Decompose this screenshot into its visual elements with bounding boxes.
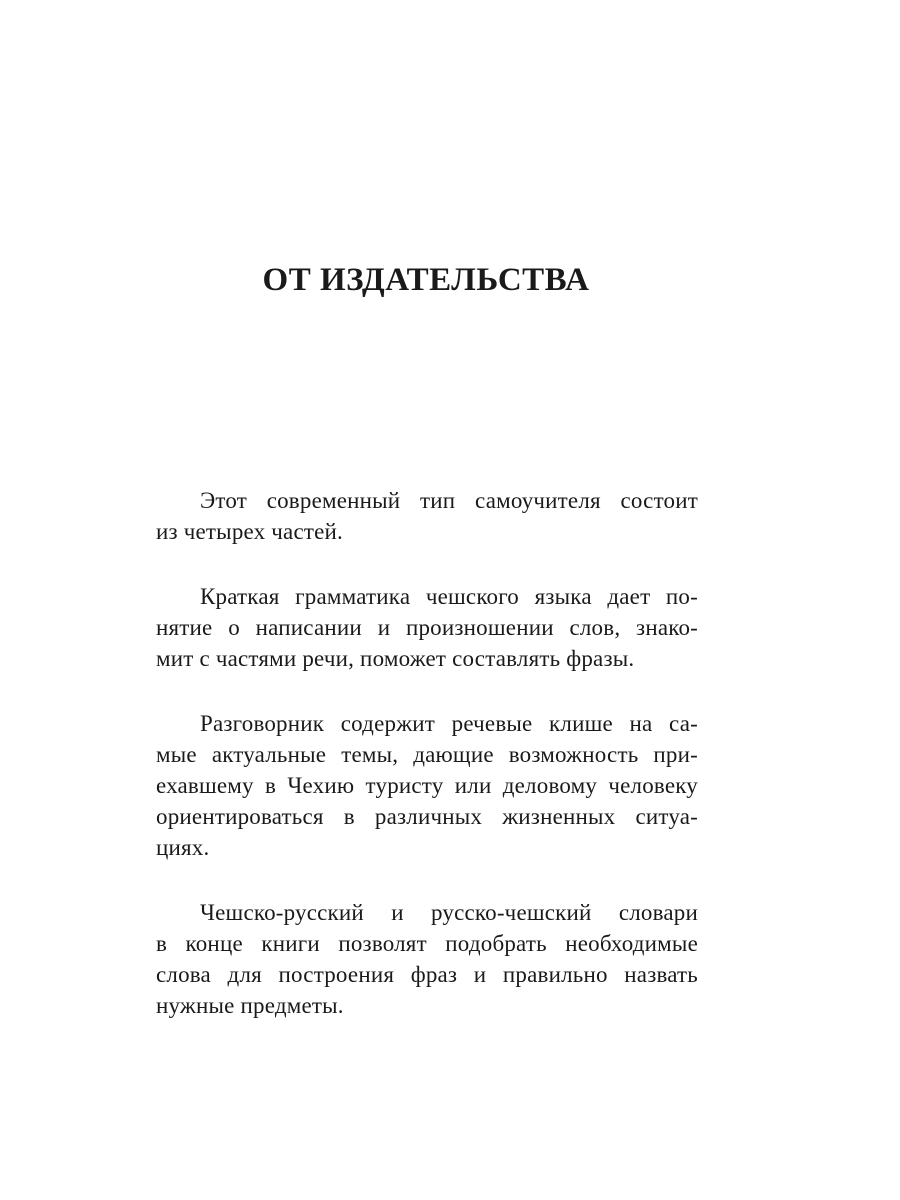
text-line: в конце книги позволят подобрать необходимые (156, 931, 698, 956)
text-line: Чешско-русский и русско-чешский словари (200, 900, 698, 925)
text-line: ориентироваться в различных жизненных ситуа- (156, 804, 698, 829)
text-line: нятие о написании и произношении слов, знако- (156, 615, 698, 640)
body-text (156, 485, 698, 1055)
text-line: Этот современный тип самоучителя состоит (200, 488, 698, 513)
paragraph-1 (156, 485, 698, 547)
text-line: мит с частями речи, поможет составлять фразы. (156, 646, 635, 671)
page-title: ОТ ИЗДАТЕЛЬСТВА (262, 262, 590, 298)
paragraph-3 (156, 708, 698, 863)
text-line: Краткая грамматика чешского языка дает по- (200, 584, 698, 609)
text-line: ехавшему в Чехию туристу или деловому человеку (156, 773, 698, 798)
text-line: нужные предметы. (156, 993, 344, 1018)
paragraph-4 (156, 897, 698, 1021)
text-line: мые актуальные темы, дающие возможность при- (156, 742, 698, 767)
text-line: из четырех частей. (156, 519, 343, 544)
text-line: Разговорник содержит речевые клише на са- (200, 711, 698, 736)
paragraph-2 (156, 581, 698, 674)
text-line: слова для построения фраз и правильно назвать (156, 962, 698, 987)
text-line: циях. (156, 835, 210, 860)
